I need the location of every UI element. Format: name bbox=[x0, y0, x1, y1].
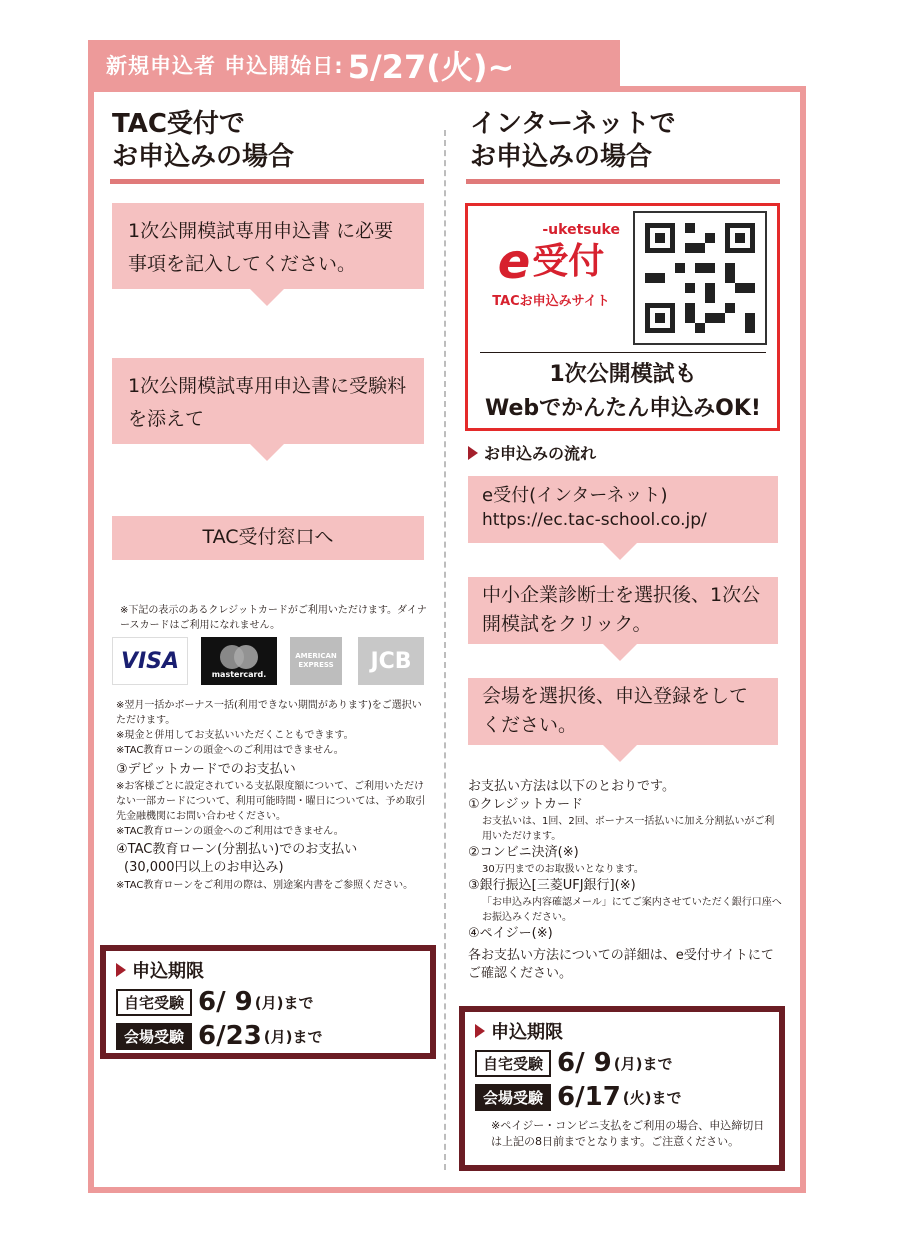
home-exam-suffix: (月)まで bbox=[613, 1054, 673, 1073]
triangle-icon bbox=[116, 963, 126, 977]
pay-3-title: ③銀行振込[三菱UFJ銀行](※) bbox=[468, 878, 636, 893]
pay-1-title: ①クレジットカード bbox=[468, 797, 583, 812]
home-exam-date: 6/ 9 bbox=[557, 1048, 612, 1078]
left-step-3: TAC受付窓口へ bbox=[112, 516, 424, 560]
logo-name: 受付 bbox=[532, 241, 605, 282]
amex-logo: AMERICAN EXPRESS bbox=[290, 637, 342, 685]
flow-step-3: 会場を選択後、申込登録をしてください。 bbox=[468, 678, 778, 745]
right-heading bbox=[470, 108, 676, 174]
venue-exam-date: 6/17 bbox=[557, 1082, 621, 1112]
pay-2-note: 30万円までのお取扱いとなります。 bbox=[482, 864, 644, 875]
loan-title: ④TAC教育ローン(分割払い)でのお支払い bbox=[116, 842, 358, 857]
debit-notes bbox=[116, 779, 430, 839]
left-step-2: 1次公開模試専用申込書に受験料を添えて bbox=[112, 358, 424, 444]
step-arrow bbox=[603, 644, 637, 661]
pay-1-note: お支払いは、1回、2回、ボーナス一括払いに加え分割払いがご利用いただけます。 bbox=[482, 816, 775, 842]
column-divider bbox=[444, 130, 446, 1170]
step-arrow bbox=[250, 444, 284, 461]
jcb-text: JCB bbox=[370, 648, 412, 674]
credit-notes bbox=[116, 698, 430, 758]
credit-note: ※TAC教育ローンの頭金へのご利用はできません。 bbox=[116, 745, 344, 756]
e-uketsuke-logo[interactable] bbox=[476, 222, 626, 309]
left-deadline-box bbox=[100, 945, 436, 1059]
qr-code-icon bbox=[645, 223, 755, 333]
right-deadline-box bbox=[459, 1006, 785, 1171]
card-note: ※下記の表示のあるクレジットカードがご利用いただけます。ダイナースカードはご利用になれません。 bbox=[120, 605, 427, 631]
deadline-title-text: 申込期限 bbox=[132, 961, 204, 982]
promo-text bbox=[468, 358, 778, 426]
promo-line-1: 1次公開模試も bbox=[549, 362, 697, 387]
right-heading-line2: お申込みの場合 bbox=[470, 142, 653, 172]
promo-line-2: Webでかんたん申込みOK! bbox=[485, 396, 761, 421]
left-heading-line1: TAC受付で bbox=[112, 109, 245, 139]
flow-step-2: 中小企業診断士を選択後、1次公開模試をクリック。 bbox=[468, 577, 778, 644]
start-date: 5/27(火)~ bbox=[347, 48, 515, 86]
promo-separator bbox=[480, 352, 766, 353]
visa-logo bbox=[112, 637, 188, 685]
venue-exam-suffix: (月)まで bbox=[263, 1027, 323, 1046]
left-heading-underline bbox=[110, 179, 424, 184]
step-arrow bbox=[250, 289, 284, 306]
deadline-title bbox=[475, 1018, 769, 1044]
flow-title bbox=[468, 441, 596, 464]
pay-intro: お支払い方法は以下のとおりです。 bbox=[468, 779, 675, 794]
venue-exam-row bbox=[116, 1021, 420, 1051]
pay-2-title: ②コンビニ決済(※) bbox=[468, 845, 579, 860]
payment-methods bbox=[468, 778, 782, 983]
right-heading-line1: インターネットで bbox=[470, 109, 676, 139]
flow-title-text: お申込みの流れ bbox=[484, 444, 597, 463]
debit-note: ※TAC教育ローンの頭金へのご利用はできません。 bbox=[116, 826, 344, 837]
qr-code[interactable] bbox=[633, 211, 767, 345]
logo-caption: TACお申込みサイト bbox=[492, 294, 610, 309]
step-arrow bbox=[603, 543, 637, 560]
loan-sub: (30,000円以上のお申込み) bbox=[124, 860, 284, 875]
debit-title: ③デビットカードでのお支払い bbox=[116, 762, 296, 777]
venue-exam-date: 6/23 bbox=[198, 1021, 262, 1051]
logo-sub: -uketsuke bbox=[542, 222, 620, 238]
mastercard-logo bbox=[201, 637, 277, 685]
venue-exam-row bbox=[475, 1082, 769, 1112]
pay-outro: 各お支払い方法についての詳細は、e受付サイトにてご確認ください。 bbox=[468, 948, 774, 981]
home-exam-row bbox=[475, 1048, 769, 1078]
triangle-icon bbox=[468, 446, 478, 460]
venue-exam-suffix: (火)まで bbox=[622, 1088, 682, 1107]
home-exam-row bbox=[116, 987, 420, 1017]
header-banner bbox=[88, 40, 620, 90]
home-exam-tag: 自宅受験 bbox=[475, 1050, 551, 1077]
venue-exam-tag: 会場受験 bbox=[475, 1084, 551, 1111]
home-exam-suffix: (月)まで bbox=[254, 993, 314, 1012]
pay-3-note: 「お申込み内容確認メール」にてご案内させていただく銀行口座へお振込みください。 bbox=[482, 897, 782, 923]
left-heading bbox=[112, 108, 294, 174]
loan-note: ※TAC教育ローンをご利用の際は、別途案内書をご参照ください。 bbox=[116, 880, 414, 891]
home-exam-tag: 自宅受験 bbox=[116, 989, 192, 1016]
logo-e: e bbox=[497, 234, 531, 290]
deadline-note: ※ペイジー・コンビニ支払をご利用の場合、申込締切日は上記の8日前までとなります。ご注意ください。 bbox=[491, 1119, 765, 1148]
step-arrow bbox=[603, 745, 637, 762]
pay-4-title: ④ペイジー(※) bbox=[468, 926, 553, 941]
visa-text: VISA bbox=[120, 648, 180, 674]
flow-step-1-title: e受付(インターネット) bbox=[482, 485, 668, 506]
credit-note: ※翌月一括かボーナス一括(利用できない期間があります)をご選択いただけます。 bbox=[116, 700, 422, 726]
left-step-1: 1次公開模試専用申込書 に必要事項を記入してください。 bbox=[112, 203, 424, 289]
flow-step-1 bbox=[468, 476, 778, 543]
deadline-title-text: 申込期限 bbox=[491, 1022, 563, 1043]
logo-main bbox=[476, 234, 626, 290]
triangle-icon bbox=[475, 1024, 485, 1038]
right-heading-underline bbox=[466, 179, 780, 184]
flow-step-1-url[interactable]: https://ec.tac-school.co.jp/ bbox=[482, 510, 707, 530]
venue-exam-tag: 会場受験 bbox=[116, 1023, 192, 1050]
mastercard-circles-icon bbox=[214, 644, 264, 670]
debit-note: ※お客様ごとに設定されている支払限度額について、ご利用いただけない一部カードについて、利用可能時間・曜日については、予め取引先金融機関にお問い合わせください。 bbox=[116, 781, 426, 822]
jcb-logo bbox=[358, 637, 424, 685]
start-label: 新規申込者 申込開始日: bbox=[106, 54, 344, 78]
mastercard-text: mastercard. bbox=[211, 669, 267, 679]
deadline-title bbox=[116, 957, 420, 983]
credit-note: ※現金と併用してお支払いいただくこともできます。 bbox=[116, 730, 354, 741]
home-exam-date: 6/ 9 bbox=[198, 987, 253, 1017]
left-heading-line2: お申込みの場合 bbox=[112, 142, 295, 172]
